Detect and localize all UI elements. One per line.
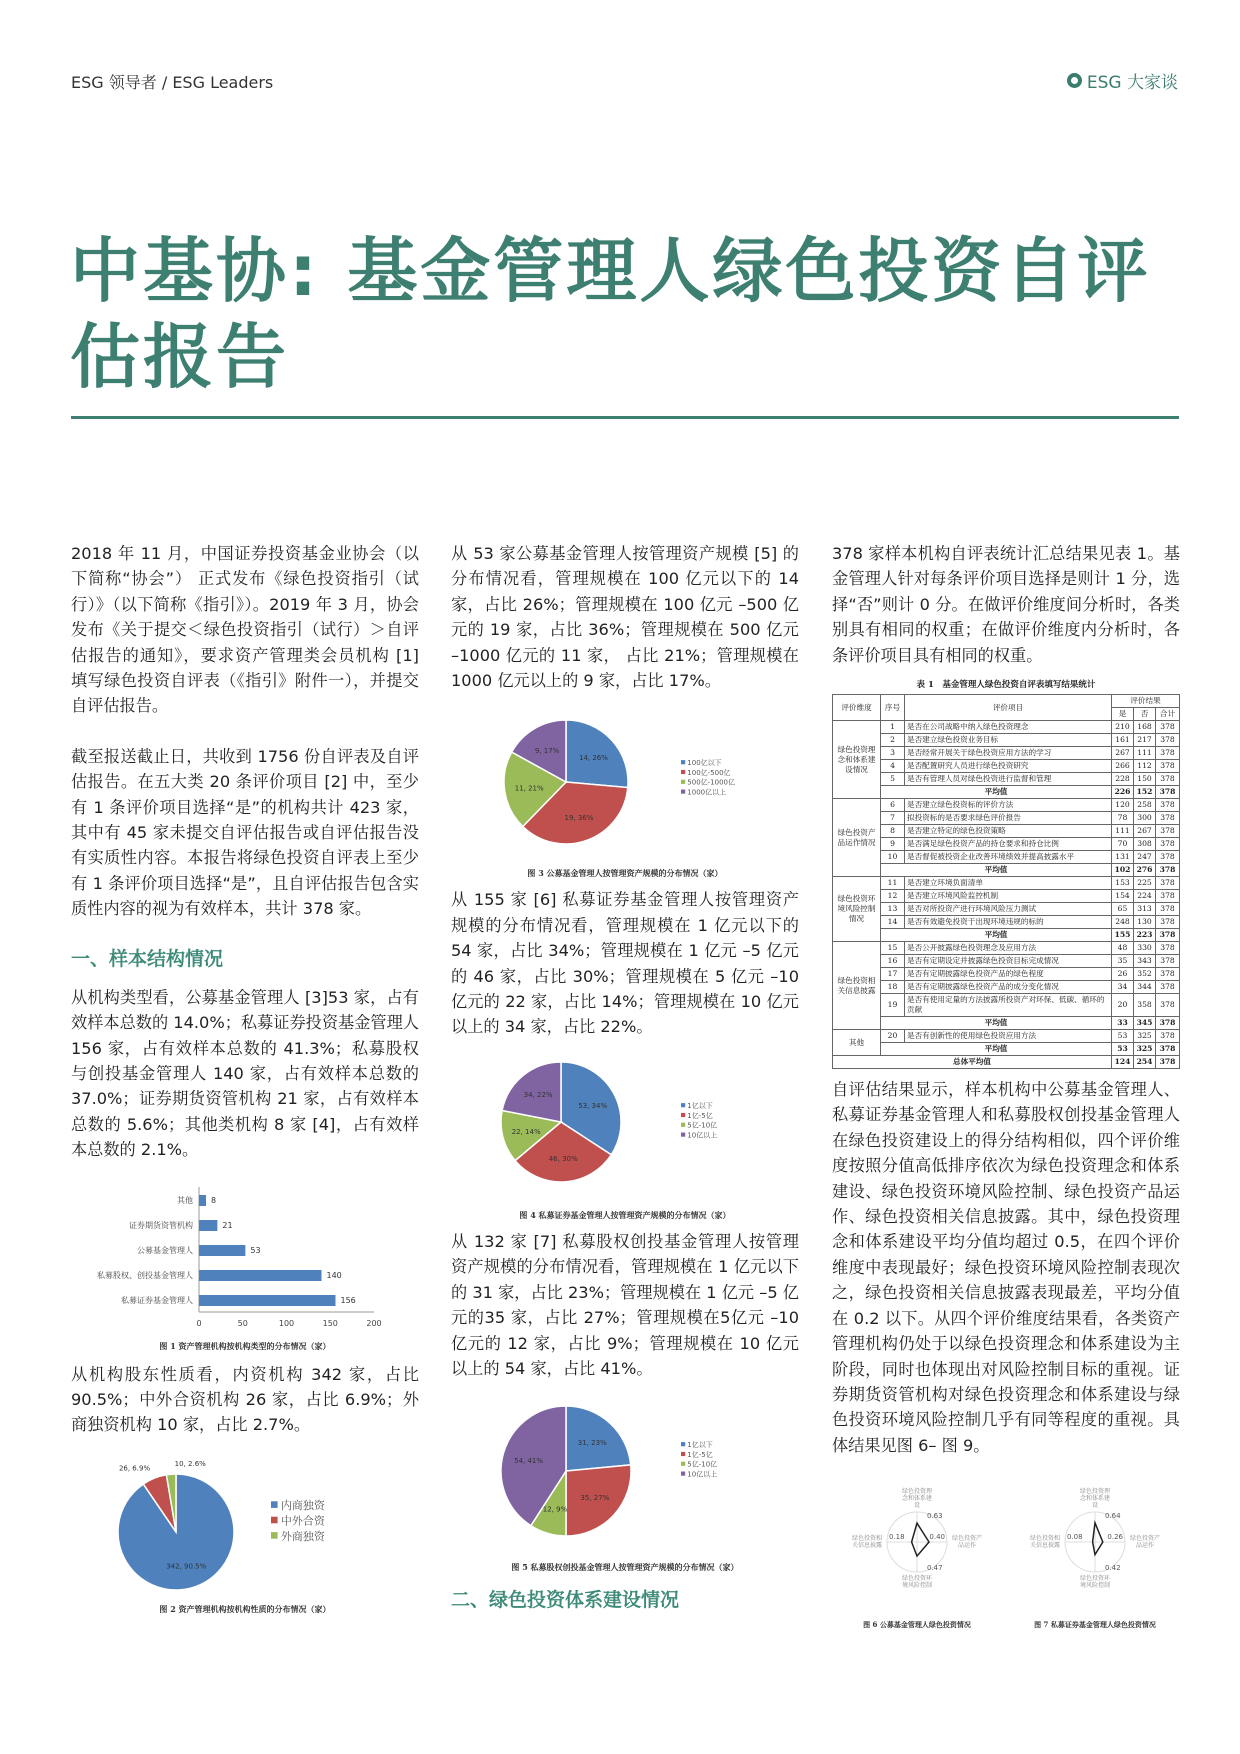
table-1 bbox=[832, 678, 1180, 1069]
table-cell: 13 bbox=[881, 903, 905, 916]
x-tick-label: 50 bbox=[237, 1318, 248, 1328]
table-cell: 228 bbox=[1112, 773, 1134, 786]
table-cell: 19 bbox=[881, 994, 905, 1017]
legend-swatch bbox=[681, 770, 685, 774]
table-cell: 150 bbox=[1134, 773, 1156, 786]
table-row bbox=[833, 760, 1180, 773]
bar-value-label: 140 bbox=[326, 1270, 342, 1280]
radar-value-label: 0.63 bbox=[927, 1512, 943, 1521]
table-cell: 131 bbox=[1112, 851, 1134, 864]
bar bbox=[199, 1295, 336, 1306]
table-cell: 20 bbox=[881, 1030, 905, 1043]
bar-category-label: 私募证券基金管理人 bbox=[121, 1295, 193, 1305]
bar bbox=[199, 1195, 206, 1206]
radar-value-label: 0.08 bbox=[1067, 1533, 1083, 1542]
table-cell: 16 bbox=[881, 955, 905, 968]
pie-data-label: 26, 6.9% bbox=[118, 1464, 151, 1473]
table-cell: 224 bbox=[1134, 890, 1156, 903]
table-cell: 325 bbox=[1134, 1043, 1156, 1056]
pie-data-label: 10, 2.6% bbox=[174, 1459, 206, 1468]
table-cell: 平均值 bbox=[881, 1017, 1112, 1030]
table-cell: 4 bbox=[881, 760, 905, 773]
legend-swatch bbox=[681, 1103, 685, 1107]
table-cell: 153 bbox=[1112, 877, 1134, 890]
table-cell: 是否有管理人员对绿色投资进行监督和管理 bbox=[905, 773, 1112, 786]
table-cell: 152 bbox=[1134, 786, 1156, 799]
figure-3 bbox=[451, 707, 799, 879]
table-cell: 248 bbox=[1112, 916, 1134, 929]
col-header: 评价结果 bbox=[1112, 695, 1180, 708]
legend-label: 1000亿以上 bbox=[687, 788, 727, 797]
table-cell: 378 bbox=[1156, 773, 1180, 786]
table-row bbox=[833, 747, 1180, 760]
table-cell: 378 bbox=[1156, 955, 1180, 968]
table-cell: 是否建立特定的绿色投资策略 bbox=[905, 825, 1112, 838]
pie-data-label: 19, 36% bbox=[564, 814, 594, 823]
table-cell: 378 bbox=[1156, 903, 1180, 916]
table-cell: 352 bbox=[1134, 968, 1156, 981]
table-cell: 8 bbox=[881, 825, 905, 838]
table-cell: 是否建立环境负面清单 bbox=[905, 877, 1112, 890]
table-cell: 378 bbox=[1156, 1043, 1180, 1056]
table-cell: 9 bbox=[881, 838, 905, 851]
table-cell: 226 bbox=[1112, 786, 1134, 799]
table-row bbox=[833, 968, 1180, 981]
pie-data-label: 14, 26% bbox=[578, 754, 608, 763]
table-cell: 124 bbox=[1112, 1056, 1134, 1069]
table-cell: 20 bbox=[1112, 994, 1134, 1017]
table-cell: 378 bbox=[1156, 1030, 1180, 1043]
table-row bbox=[833, 851, 1180, 864]
radar-series bbox=[912, 1523, 929, 1556]
table-cell: 是否经常开展关于绿色投资应用方法的学习 bbox=[905, 747, 1112, 760]
figure-caption: 图 6 公募基金管理人绿色投资情况 bbox=[863, 1620, 971, 1630]
table-cell: 378 bbox=[1156, 864, 1180, 877]
table-cell: 225 bbox=[1134, 877, 1156, 890]
radar-axis-label: 绿色投资产品运作 bbox=[951, 1535, 982, 1550]
table-cell: 2 bbox=[881, 734, 905, 747]
radar-value-label: 0.40 bbox=[929, 1533, 945, 1542]
table-cell: 35 bbox=[1112, 955, 1134, 968]
table-cell: 10 bbox=[881, 851, 905, 864]
legend-swatch bbox=[681, 1113, 685, 1117]
table-cell: 111 bbox=[1134, 747, 1156, 760]
table-row bbox=[833, 942, 1180, 955]
col-header: 是 bbox=[1112, 708, 1134, 721]
table-cell: 48 bbox=[1112, 942, 1134, 955]
paragraph: 从 132 家 [7] 私募股权创投基金管理人按管理资产规模的分布情况看，管理规模在 1 亿元以下的 31 家，占比 23%；管理规模在 1 亿元 –5 亿元的35 家，占比 27%；管理规模在5亿元 –10 亿元的 12 家，占比 9%；管理规模在 10 亿元以上的 54 家，占比 41%。 bbox=[451, 1231, 799, 1378]
table-cell: 78 bbox=[1112, 812, 1134, 825]
legend-label: 5亿-10亿 bbox=[687, 1121, 718, 1130]
pie-chart bbox=[71, 1444, 419, 1604]
bar-value-label: 53 bbox=[250, 1245, 261, 1255]
x-tick-label: 150 bbox=[322, 1318, 338, 1328]
section-heading: 二、绿色投资体系建设情况 bbox=[451, 1589, 680, 1612]
legend-label: 中外合资 bbox=[280, 1514, 325, 1528]
table-cell: 是否有定期披露绿色投资产品的绿色程度 bbox=[905, 968, 1112, 981]
radar-axis-label: 绿色投资环境风险控制 bbox=[901, 1575, 932, 1590]
table-cell: 6 bbox=[881, 799, 905, 812]
legend-label: 内商独资 bbox=[280, 1498, 325, 1512]
table-cell: 378 bbox=[1156, 1056, 1180, 1069]
table-cell: 378 bbox=[1156, 760, 1180, 773]
radar-axis-label: 绿色投资环境风险控制 bbox=[1079, 1575, 1110, 1590]
table-cell: 是否满足绿色投资产品的持仓要求和持仓比例 bbox=[905, 838, 1112, 851]
table-row bbox=[833, 877, 1180, 890]
table-cell: 绿色投资相关信息披露 bbox=[833, 942, 881, 1030]
pie-chart bbox=[451, 707, 799, 862]
column-3 bbox=[832, 541, 1180, 1630]
table-cell: 是否在公司战略中纳入绿色投资理念 bbox=[905, 721, 1112, 734]
table-average-row bbox=[833, 786, 1180, 799]
pie-data-label: 46, 30% bbox=[548, 1154, 578, 1163]
table-cell: 是否有创新性的使用绿色投资应用方法 bbox=[905, 1030, 1112, 1043]
table-cell: 330 bbox=[1134, 942, 1156, 955]
bar bbox=[199, 1245, 245, 1256]
radar-chart bbox=[832, 1470, 1002, 1620]
table-cell: 102 bbox=[1112, 864, 1134, 877]
paragraph: 自评估结果显示，样本机构中公募基金管理人、私募证券基金管理人和私募股权创投基金管理人在绿色投资建设上的得分结构相似，四个评价维度按照分值高低排序依次为绿色投资理念和体系建设、绿色投资环境风险控制、绿色投资产品运作、绿色投资相关信息披露。其中，绿色投资理念和体系建设平均分值均超过 0.5，在四个评价维度中表现最好；绿色投资环境风险控制表现次之，绿色投资相关信息披露表现最差，平均分值在 0.2 以下。从四个评价维度结果看，各类资产管理机构仍处于以绿色投资理念和体系建设为主阶段，同时也体现出对风险控制目标的重视。证券期货资管机构对绿色投资理念和体系建设与绿色投资环境风险控制几乎有同等程度的重视。具体结果见图 6– 图 9。 bbox=[832, 1080, 1180, 1455]
paragraph: 378 家样本机构自评表统计汇总结果见表 1。基金管理人针对每条评价项目选择是则计 1 分，选择“否”则计 0 分。在做评价维度间分析时，各类别具有相同的权重；在做评价维度内分析时，各条评价项目具有相同的权重。 bbox=[832, 544, 1180, 665]
col-header: 评价维度 bbox=[833, 695, 881, 721]
table-row bbox=[833, 994, 1180, 1017]
table-row bbox=[833, 903, 1180, 916]
table-average-row bbox=[833, 929, 1180, 942]
column-1 bbox=[71, 541, 419, 1615]
figure-caption: 图 7 私募证券基金管理人绿色投资情况 bbox=[1034, 1620, 1156, 1630]
paragraph: 从机构类型看，公募基金管理人 [3]53 家，占有效样本总数的 14.0%；私募证券投资基金管理人 156 家，占有效样本总数的 41.3%；私募股权与创投基金管理人 140 家，占有效样本总数的 37.0%；证券期货资管机构 21 家，占有效样本总数的 5.6%；其他类机构 8 家 [4]，占有效样本总数的 2.1%。 bbox=[71, 987, 419, 1160]
bar-chart bbox=[71, 1181, 419, 1341]
table-cell: 378 bbox=[1156, 734, 1180, 747]
radar-value-label: 0.42 bbox=[1105, 1564, 1121, 1573]
x-tick-label: 0 bbox=[196, 1318, 202, 1328]
table-cell: 223 bbox=[1134, 929, 1156, 942]
table-row bbox=[833, 812, 1180, 825]
table-cell: 378 bbox=[1156, 747, 1180, 760]
table-cell: 是否公开披露绿色投资理念及应用方法 bbox=[905, 942, 1112, 955]
section-heading: 一、样本结构情况 bbox=[71, 947, 224, 970]
pie-chart bbox=[451, 1389, 799, 1554]
table-cell: 378 bbox=[1156, 968, 1180, 981]
table-cell: 是否建立绿色投资业务目标 bbox=[905, 734, 1112, 747]
legend-swatch bbox=[681, 780, 685, 784]
bar bbox=[199, 1220, 217, 1231]
table-row bbox=[833, 981, 1180, 994]
table-cell: 378 bbox=[1156, 929, 1180, 942]
table-cell: 70 bbox=[1112, 838, 1134, 851]
radar-value-label: 0.64 bbox=[1105, 1512, 1121, 1521]
table-cell: 300 bbox=[1134, 812, 1156, 825]
col-header: 合计 bbox=[1156, 708, 1180, 721]
table-cell: 343 bbox=[1134, 955, 1156, 968]
table-cell: 112 bbox=[1134, 760, 1156, 773]
figures-6-7 bbox=[832, 1470, 1180, 1630]
col-header: 序号 bbox=[881, 695, 905, 721]
legend-swatch bbox=[681, 761, 685, 765]
pie-data-label: 12, 9% bbox=[542, 1505, 568, 1514]
figure-caption: 图 2 资产管理机构按机构性质的分布情况（家） bbox=[159, 1603, 331, 1614]
radar-axis-label: 绿色投资理念和体系建设 bbox=[901, 1488, 932, 1510]
paragraph: 从机构股东性质看，内资机构 342 家，占比 90.5%；中外合资机构 26 家，占比 6.9%；外商独资机构 10 家，占比 2.7%。 bbox=[71, 1364, 419, 1435]
legend-swatch bbox=[271, 1501, 278, 1508]
pie-data-label: 342, 90.5% bbox=[166, 1562, 207, 1571]
table-cell: 325 bbox=[1134, 1030, 1156, 1043]
table-average-row bbox=[833, 864, 1180, 877]
table-cell: 平均值 bbox=[881, 786, 1112, 799]
table-cell: 378 bbox=[1156, 981, 1180, 994]
table-cell: 378 bbox=[1156, 825, 1180, 838]
pie-data-label: 53, 34% bbox=[578, 1101, 608, 1110]
table-cell: 是否配置研究人员进行绿色投资研究 bbox=[905, 760, 1112, 773]
table-cell: 276 bbox=[1134, 864, 1156, 877]
pie-data-label: 54, 41% bbox=[514, 1457, 544, 1466]
table-row bbox=[833, 799, 1180, 812]
legend-swatch bbox=[681, 1442, 685, 1446]
table-cell: 53 bbox=[1112, 1030, 1134, 1043]
radar-axis-label: 绿色投资理念和体系建设 bbox=[1079, 1488, 1110, 1510]
table-cell: 12 bbox=[881, 890, 905, 903]
table-row bbox=[833, 734, 1180, 747]
results-table bbox=[832, 694, 1180, 1069]
header-breadcrumb: ESG 领导者 / ESG Leaders bbox=[71, 73, 274, 92]
table-cell: 7 bbox=[881, 812, 905, 825]
legend-label: 1亿以下 bbox=[687, 1441, 713, 1450]
legend-label: 外商独资 bbox=[280, 1529, 325, 1543]
table-cell: 14 bbox=[881, 916, 905, 929]
table-row bbox=[833, 916, 1180, 929]
table-row bbox=[833, 890, 1180, 903]
table-cell: 其他 bbox=[833, 1030, 881, 1056]
table-cell: 是否对所投资产进行环境风险压力测试 bbox=[905, 903, 1112, 916]
legend-label: 1亿以下 bbox=[687, 1101, 713, 1110]
table-average-row bbox=[833, 1017, 1180, 1030]
table-cell: 267 bbox=[1134, 825, 1156, 838]
table-cell: 11 bbox=[881, 877, 905, 890]
table-cell: 378 bbox=[1156, 994, 1180, 1017]
col-header: 评价项目 bbox=[905, 695, 1112, 721]
radar-value-label: 0.47 bbox=[927, 1564, 943, 1573]
legend-swatch bbox=[681, 1132, 685, 1136]
table-average-row bbox=[833, 1043, 1180, 1056]
table-cell: 18 bbox=[881, 981, 905, 994]
table-row bbox=[833, 825, 1180, 838]
table-cell: 拟投资标的是否要求绿色评价报告 bbox=[905, 812, 1112, 825]
brand-logo-icon bbox=[1067, 73, 1082, 88]
legend-label: 1亿-5亿 bbox=[687, 1451, 713, 1460]
bar-category-label: 其他 bbox=[177, 1195, 193, 1205]
table-cell: 313 bbox=[1134, 903, 1156, 916]
table-cell: 111 bbox=[1112, 825, 1134, 838]
pie-data-label: 35, 27% bbox=[580, 1494, 610, 1503]
bar-category-label: 私募股权、创投基金管理人 bbox=[97, 1270, 193, 1280]
figure-caption: 图 3 公募基金管理人按管理资产规模的分布情况（家） bbox=[527, 868, 723, 879]
legend-label: 100亿-500亿 bbox=[687, 769, 731, 778]
table-cell: 378 bbox=[1156, 916, 1180, 929]
table-cell: 65 bbox=[1112, 903, 1134, 916]
pie-chart bbox=[451, 1050, 799, 1200]
column-2 bbox=[451, 541, 799, 1612]
pie-data-label: 22, 14% bbox=[511, 1127, 541, 1136]
table-cell: 378 bbox=[1156, 786, 1180, 799]
table-cell: 378 bbox=[1156, 1017, 1180, 1030]
table-cell: 378 bbox=[1156, 877, 1180, 890]
table-cell: 254 bbox=[1134, 1056, 1156, 1069]
table-cell: 26 bbox=[1112, 968, 1134, 981]
table-cell: 258 bbox=[1134, 799, 1156, 812]
table-cell: 是否建立环境风险监控机制 bbox=[905, 890, 1112, 903]
table-cell: 378 bbox=[1156, 890, 1180, 903]
x-tick-label: 200 bbox=[366, 1318, 382, 1328]
table-cell: 3 bbox=[881, 747, 905, 760]
brand-name: ESG 大家谈 bbox=[1086, 73, 1178, 93]
bar-value-label: 21 bbox=[222, 1220, 233, 1230]
radar-axis-label: 绿色投资相关信息披露 bbox=[1029, 1535, 1060, 1550]
legend-swatch bbox=[681, 1462, 685, 1466]
table-cell: 15 bbox=[881, 942, 905, 955]
table-cell: 378 bbox=[1156, 851, 1180, 864]
table-cell: 绿色投资理念和体系建设情况 bbox=[833, 721, 881, 799]
radar-value-label: 0.26 bbox=[1107, 1533, 1123, 1542]
table-cell: 绿色投资产品运作情况 bbox=[833, 799, 881, 877]
paragraph: 截至报送截止日，共收到 1756 份自评表及自评估报告。在五大类 20 条评价项目 [2] 中，至少有 1 条评价项目选择“是”的机构共计 423 家，其中有 45 家未提交自评估报告或自评估报告没有实质性内容。本报告将绿色投资自评表上至少有 1 条评价项目选择“是”，且自评估报告包含实质性内容的视为有效样本，共计 378 家。 bbox=[71, 746, 419, 919]
table-cell: 1 bbox=[881, 721, 905, 734]
paragraph: 2018 年 11 月，中国证券投资基金业协会（以下简称“协会”） 正式发布《绿色投资指引（试行）》（以下简称《指引》）。2019 年 3 月，协会发布《关于提交＜绿色投资指引（试行）＞自评估报告的通知》，要求资产管理类会员机构 [1] 填写绿色投资自评表（《指引》附件一），并提交自评估报告。 bbox=[71, 544, 419, 716]
table-cell: 是否建立绿色投资标的评价方法 bbox=[905, 799, 1112, 812]
paragraph: 从 155 家 [6] 私募证券基金管理人按管理资产规模的分布情况看，管理规模在 1 亿元以下的 54 家，占比 34%；管理规模在 1 亿元 –5 亿元的 46 家，占比 30%；管理规模在 5 亿元 –10 亿元的 22 家，占比 14%；管理规模在 10 亿元以上的 34 家，占比 22%。 bbox=[451, 890, 799, 1037]
figure-2 bbox=[71, 1444, 419, 1615]
radar-series bbox=[1093, 1523, 1103, 1555]
table-cell: 是否有效避免投资于出现环境违规的标的 bbox=[905, 916, 1112, 929]
table-cell: 34 bbox=[1112, 981, 1134, 994]
table-cell: 266 bbox=[1112, 760, 1134, 773]
bar-category-label: 证券期货资管机构 bbox=[129, 1220, 193, 1230]
table-row bbox=[833, 773, 1180, 786]
table-cell: 是否有定期披露绿色投资产品的成分变化情况 bbox=[905, 981, 1112, 994]
legend-swatch bbox=[681, 1123, 685, 1127]
legend-label: 5亿-10亿 bbox=[687, 1460, 718, 1469]
table-cell: 是否督促被投资企业改善环境绩效并提高披露水平 bbox=[905, 851, 1112, 864]
legend-swatch bbox=[271, 1532, 278, 1539]
legend-label: 100亿以下 bbox=[687, 759, 722, 768]
pie-data-label: 11, 21% bbox=[514, 784, 544, 793]
table-cell: 378 bbox=[1156, 838, 1180, 851]
table-cell: 154 bbox=[1112, 890, 1134, 903]
table-cell: 平均值 bbox=[881, 1043, 1112, 1056]
table-overall-row bbox=[833, 1056, 1180, 1069]
table-cell: 130 bbox=[1134, 916, 1156, 929]
bar-value-label: 8 bbox=[211, 1195, 217, 1205]
table-cell: 344 bbox=[1134, 981, 1156, 994]
table-cell: 5 bbox=[881, 773, 905, 786]
table-cell: 平均值 bbox=[881, 929, 1112, 942]
table-row bbox=[833, 1030, 1180, 1043]
table-cell: 155 bbox=[1112, 929, 1134, 942]
page-title: 中基协: 基金管理人绿色投资自评估报告 bbox=[70, 230, 1151, 398]
table-cell: 345 bbox=[1134, 1017, 1156, 1030]
table-cell: 平均值 bbox=[881, 864, 1112, 877]
table-cell: 378 bbox=[1156, 942, 1180, 955]
table-row bbox=[833, 838, 1180, 851]
col-header: 否 bbox=[1134, 708, 1156, 721]
table-cell: 53 bbox=[1112, 1043, 1134, 1056]
radar-chart bbox=[1010, 1470, 1180, 1620]
table-cell: 33 bbox=[1112, 1017, 1134, 1030]
bar bbox=[199, 1270, 322, 1281]
table-cell: 378 bbox=[1156, 799, 1180, 812]
table-cell: 210 bbox=[1112, 721, 1134, 734]
table-row bbox=[833, 955, 1180, 968]
table-cell: 247 bbox=[1134, 851, 1156, 864]
figure-5 bbox=[451, 1389, 799, 1573]
radar-axis-label: 绿色投资相关信息披露 bbox=[851, 1535, 882, 1550]
table-cell: 120 bbox=[1112, 799, 1134, 812]
table-cell: 378 bbox=[1156, 812, 1180, 825]
figure-caption: 图 1 资产管理机构按机构类型的分布情况（家） bbox=[159, 1340, 331, 1351]
title-divider bbox=[71, 416, 1179, 419]
table-cell: 17 bbox=[881, 968, 905, 981]
bar-category-label: 公募基金管理人 bbox=[137, 1245, 193, 1255]
table-cell: 是否有定期设定并披露绿色投资目标完成情况 bbox=[905, 955, 1112, 968]
pie-data-label: 34, 22% bbox=[523, 1091, 553, 1100]
figure-4 bbox=[451, 1050, 799, 1221]
table-cell: 358 bbox=[1134, 994, 1156, 1017]
legend-swatch bbox=[681, 1472, 685, 1476]
x-tick-label: 100 bbox=[278, 1318, 295, 1328]
header-brand bbox=[1067, 68, 1178, 93]
table-cell: 267 bbox=[1112, 747, 1134, 760]
paragraph: 从 53 家公募基金管理人按管理资产规模 [5] 的分布情况看，管理规模在 100 亿元以下的 14 家，占比 26%；管理规模在 100 亿元 –500 亿元的 19 家，占比 36%；管理规模在 500 亿元 –1000 亿元的 11 家， 占比 21%；管理规模在 1000 亿元以上的 9 家，占比 17%。 bbox=[451, 544, 799, 691]
figure-1 bbox=[71, 1181, 419, 1352]
radar-axis-label: 绿色投资产品运作 bbox=[1129, 1535, 1160, 1550]
table-cell: 总体平均值 bbox=[833, 1056, 1112, 1069]
legend-swatch bbox=[681, 790, 685, 794]
table-cell: 161 bbox=[1112, 734, 1134, 747]
legend-label: 1亿-5亿 bbox=[687, 1111, 713, 1120]
legend-label: 10亿以上 bbox=[687, 1131, 718, 1140]
table-cell: 308 bbox=[1134, 838, 1156, 851]
radar-value-label: 0.18 bbox=[889, 1533, 905, 1542]
legend-label: 500亿-1000亿 bbox=[687, 779, 736, 788]
legend-swatch bbox=[271, 1516, 278, 1523]
table-caption: 表 1 基金管理人绿色投资自评表填写结果统计 bbox=[916, 680, 1096, 691]
legend-label: 10亿以上 bbox=[687, 1470, 718, 1479]
pie-data-label: 9, 17% bbox=[534, 747, 560, 756]
table-cell: 378 bbox=[1156, 721, 1180, 734]
table-cell: 217 bbox=[1134, 734, 1156, 747]
pie-data-label: 31, 23% bbox=[577, 1439, 607, 1448]
legend-swatch bbox=[681, 1452, 685, 1456]
figure-caption: 图 5 私募股权创投基金管理人按管理资产规模的分布情况（家） bbox=[511, 1562, 739, 1573]
table-cell: 168 bbox=[1134, 721, 1156, 734]
table-row bbox=[833, 721, 1180, 734]
bar-value-label: 156 bbox=[340, 1295, 356, 1305]
figure-caption: 图 4 私募证券基金管理人按管理资产规模的分布情况（家） bbox=[519, 1209, 731, 1220]
table-cell: 是否有使用定量的方法披露所投资产对环保、低碳、循环的贡献 bbox=[905, 994, 1112, 1017]
table-cell: 绿色投资环境风险控制情况 bbox=[833, 877, 881, 942]
